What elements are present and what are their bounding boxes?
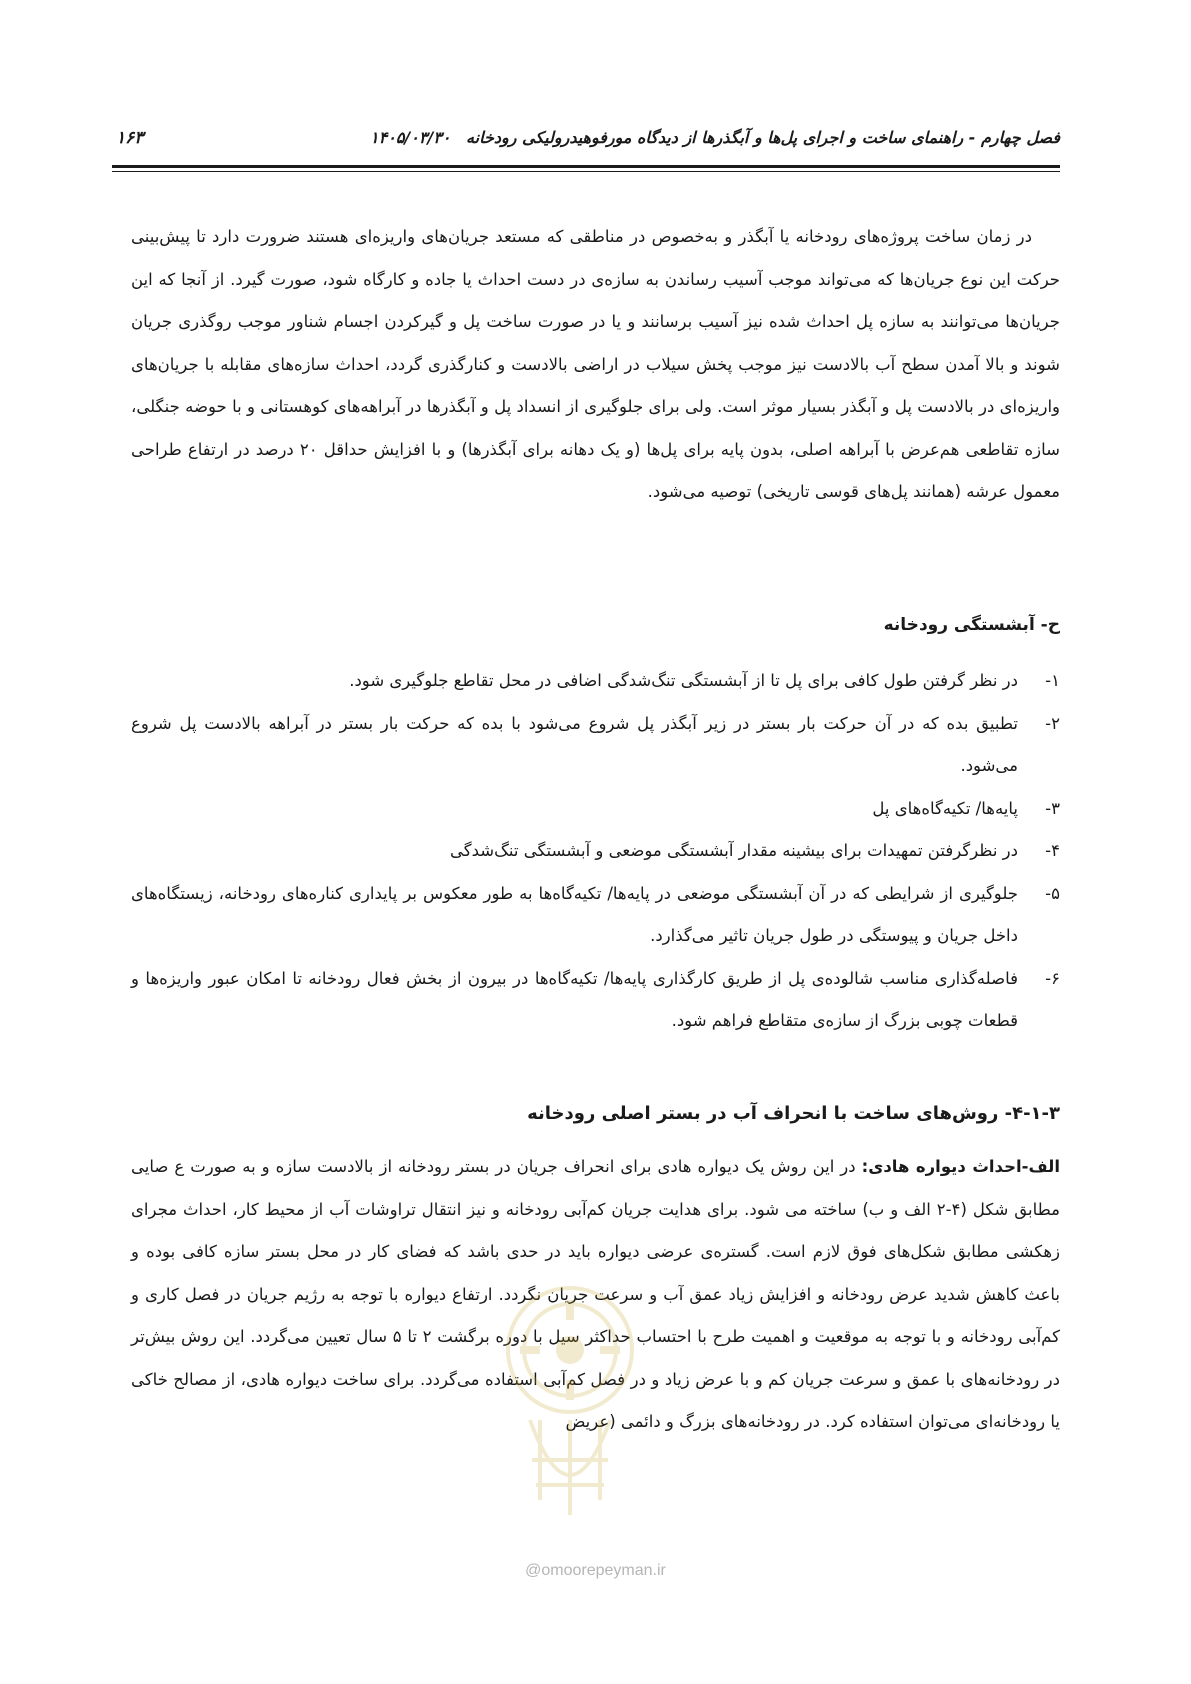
list-item-number: ۴- (1045, 841, 1060, 860)
scour-list (131, 660, 1060, 1043)
header-rule-thick (112, 165, 1060, 168)
list-item (131, 830, 1060, 873)
running-title (370, 128, 1060, 147)
list-item-text: در نظرگرفتن تمهیدات برای بیشینه مقدار آبشستگی موضعی و آبشستگی تنگ‌شدگی (450, 841, 1018, 860)
section-heading-construction-methods: ۴-۱-۳- روش‌های ساخت با انحراف آب در بستر اصلی رودخانه (527, 1103, 1060, 1124)
list-item (131, 703, 1060, 788)
intro-paragraph: در زمان ساخت پروژه‌های رودخانه یا آبگذر و به‌خصوص در مناطقی که مستعد جریان‌های واریزه‌ای هستند ضرورت دارد تا پیش‌بینی حرکت این نوع جریان‌ها که می‌تواند موجب آسیب رساندن به سازه‌ی در دست احداث یا جاده و کارگاه شود، صورت گیرد. از آنجا که این جریان‌ها می‌توانند به سازه پل احداث شده نیز آسیب برسانند و یا در صورت ساخت پل و گیرکردن اجسام شناور موجب روگذری جریان شوند و بالا آمدن سطح آب بالادست نیز موجب پخش سیلاب در اراضی بالادست و کنارگذری گردد، احداث سازه‌های مقابله با جریان‌های واریزه‌ای در بالادست پل و آبگذر بسیار موثر است. ولی برای جلوگیری از انسداد پل و آبگذرها در آبراهه‌های کوهستانی و با حوضه جنگلی، سازه تقاطعی هم‌عرض با آبراهه اصلی، بدون پایه برای پل‌ها (و یک دهانه برای آبگذرها) و با افزایش حداقل ۲۰ درصد در ارتفاع طراحی معمول عرشه (همانند پل‌های قوسی تاریخی) توصیه می‌شود. (131, 227, 1060, 501)
header-rule-thin (112, 171, 1060, 172)
list-item-number: ۶- (1045, 968, 1060, 988)
list-item (131, 660, 1060, 703)
list-item (131, 873, 1060, 958)
watermark-site: @omoorepeyman.ir (525, 1562, 666, 1579)
list-item-text: پایه‌ها/ تکیه‌گاه‌های پل (872, 798, 1018, 818)
list-item-text: تطبیق بده که در آن حرکت بار بستر در زیر آبگذر پل شروع می‌شود با بده که حرکت بار بستر در آبراهه بالادست پل شروع می‌شود. (131, 713, 1018, 775)
list-item (131, 958, 1060, 1043)
list-item-text: در نظر گرفتن طول کافی برای پل تا از آبشستگی تنگ‌شدگی اضافی در محل تقاطع جلوگیری شود. (349, 671, 1018, 690)
list-item-number: ۱- (1045, 671, 1060, 690)
list-item-number: ۲- (1045, 713, 1060, 733)
page-header (116, 128, 1060, 158)
chapter-title: فصل چهارم - راهنمای ساخت و اجرای پل‌ها و آبگذرها از دیدگاه مورفوهیدرولیکی رودخانه (466, 128, 1060, 147)
list-item-text: فاصله‌گذاری مناسب شالوده‌ی پل از طریق کارگذاری پایه‌ها/ تکیه‌گاه‌ها در بیرون از بخش فعال رودخانه تا امکان عبور واریزه‌ها و قطعات چوبی بزرگ از سازه‌ی متقاطع فراهم شود. (131, 968, 1018, 1030)
alef-paragraph (131, 1146, 1060, 1444)
section-heading-scour: ح- آبشستگی رودخانه (883, 615, 1060, 635)
list-item-number: ۳- (1045, 798, 1060, 818)
header-date: ۱۴۰۵/۰۳/۳۰ (370, 128, 451, 147)
alef-lead: الف-احداث دیواره هادی: (861, 1157, 1060, 1176)
alef-text: در این روش یک دیواره هادی برای انحراف جریان در بستر رودخانه از بالادست سازه و به صورت ع صایی مطابق شکل (۴-۲ الف و ب) ساخته می شود. برای هدایت جریان کم‌آبی رودخانه و نیز انتقال تراوشات آب از محیط کار، احداث مجرای زهکشی مطابق شکل‌های فوق لازم است. گستره‌ی عرضی دیواره باید در حدی باشد که فضای کار در محل بستر سازه کافی بوده و باعث کاهش شدید عرض رودخانه و افزایش زیاد عمق آب و سرعت جریان نگردد. ارتفاع دیواره با توجه به رژیم جریان در فصل کاری و کم‌آبی رودخانه و با توجه به موقعیت و اهمیت طرح با احتساب حداکثر سیل با دوره برگشت ۲ تا ۵ سال تعیین می‌گردد. این روش بیش‌تر در رودخانه‌های با عمق و سرعت جریان کم و با عرض زیاد و در فصل کم‌آبی استفاده می‌گردد. برای ساخت دیواره هادی، از مصالح خاکی یا رودخانه‌ای می‌توان استفاده کرد. در رودخانه‌های بزرگ و دائمی (عریض (131, 1157, 1061, 1431)
list-item-text: جلوگیری از شرایطی که در آن آبشستگی موضعی در پایه‌ها/ تکیه‌گاه‌ها به طور معکوس بر پایداری کناره‌های رودخانه، زیستگاه‌های داخل جریان و پیوستگی در طول جریان تاثیر می‌گذارد. (131, 883, 1018, 945)
page-number: ۱۶۳ (116, 128, 144, 148)
list-item (131, 788, 1060, 831)
list-item-number: ۵- (1045, 883, 1060, 903)
